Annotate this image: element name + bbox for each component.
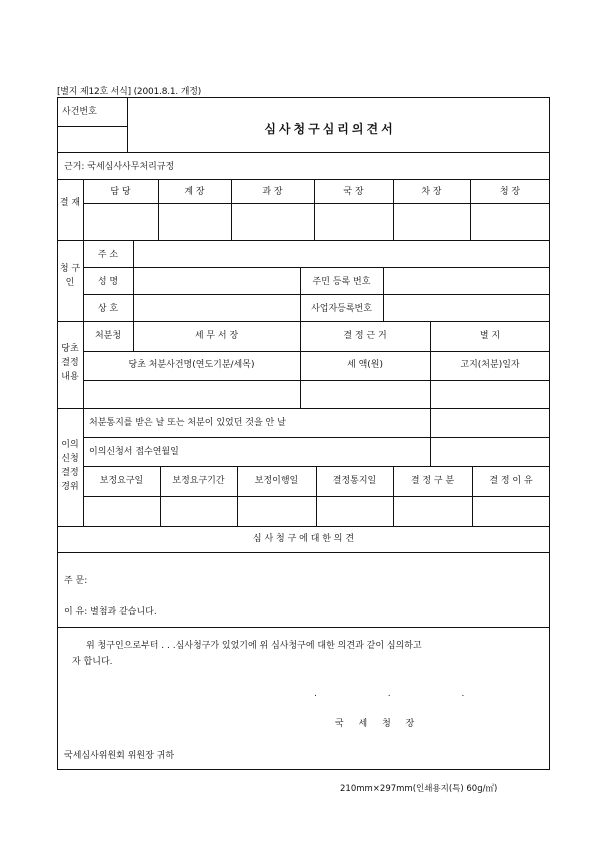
decision-reason-label: 결 정 이 유 [489,476,533,486]
paper-spec-note: 210mm×297mm(인쇄용지(특) 60g/㎡) [340,784,498,794]
header-bottom-line [57,152,550,153]
tax-amount-label: 세 액(원) [347,360,383,370]
form-title: 심사청구심리의견서 [264,122,396,136]
name-label: 성 명 [97,277,119,287]
office-label: 처분청 [94,331,122,341]
opinion-body-line [57,627,550,628]
original-decision-row-line [83,380,550,381]
appeal-row-line [83,437,550,438]
approval-col-chief: 계 장 [184,187,205,197]
form-number-label: [별지 제12호 서식] (2001.8.1. 개정) [57,87,202,97]
signer-name: 국 세 청 장 [335,719,421,729]
appeal-date-col-line [430,408,431,466]
approval-col-deputy: 차 장 [421,187,442,197]
claimant-row-line [83,294,550,295]
correction-done-date-label: 보정이행일 [254,476,299,486]
appeal-process-label: 이의 신청 결정 경위 [61,440,79,492]
case-name-label: 당초 처분사건명(연도기분/세목) [128,360,255,370]
address-label: 주 소 [97,250,119,260]
business-name-label: 상 호 [97,304,119,314]
case-number-divider [57,126,127,127]
decision-notice-date-label: 결정통지일 [332,476,377,486]
decision-type-label: 결 정 구 분 [410,476,455,486]
notice-received-date-label: 처분통지를 받은 날 또는 처분이 있었던 것을 안 날 [89,418,286,428]
approval-col-bureau-head: 국 장 [343,187,364,197]
reason-label: 이 유: 별첨과 같습니다. [64,607,157,617]
approval-col-staff: 담 당 [110,187,131,197]
correction-request-date-label: 보정요구일 [99,476,144,486]
notice-date-label: 고지(처분)일자 [460,360,520,370]
claimant-label: 청 구 인 [59,264,81,288]
basis-bottom-line [57,179,550,180]
appeal-receipt-date-label: 이의신청서 접수연월일 [89,447,179,457]
opinion-section-title: 심 사 청 구 에 대 한 의 견 [252,534,355,544]
original-decision-row-line [83,351,550,352]
correction-period-label: 보정요구기간 [172,476,225,486]
resident-number-label: 주민 등록 번호 [312,277,371,287]
claimant-bottom-line [57,321,550,322]
decision-basis-label: 결 정 근 거 [343,331,387,341]
appeal-process-label-line [83,408,84,526]
statement-line-2: 자 합니다. [72,657,113,667]
claimant-row-line [83,267,550,268]
case-number-label: 사건번호 [62,107,97,117]
original-decision-bottom-line [57,408,550,409]
opinion-title-line [57,552,550,553]
signature-date: . . . [314,689,499,699]
appeal-process-bottom-line [57,526,550,527]
office-value: 세 무 서 장 [194,331,239,341]
approval-bottom-line [57,240,550,241]
case-number-column-line [127,97,128,152]
business-number-label: 사업자등록번호 [311,304,372,314]
original-decision-label: 당초 결정 내용 [61,344,79,382]
statement-line-1: 위 청구인으로부터 . . .심사청구가 있었기에 위 심사청구에 대한 의견과 같이 심의하고 [86,641,422,651]
basis-text: 근거: 국세심사사무처리규정 [64,162,175,172]
claimant-mid-line [383,267,384,321]
addressee: 국세심사위원회 위원장 귀하 [64,751,175,761]
approval-col-commissioner: 청 장 [499,187,521,197]
approval-label: 결 재 [59,198,81,208]
order-label: 주 문: [64,576,88,586]
attachment-label: 별 지 [479,331,501,341]
approval-header-line [83,203,550,204]
claimant-field-line [133,240,134,321]
approval-col-section-head: 과 장 [262,187,283,197]
